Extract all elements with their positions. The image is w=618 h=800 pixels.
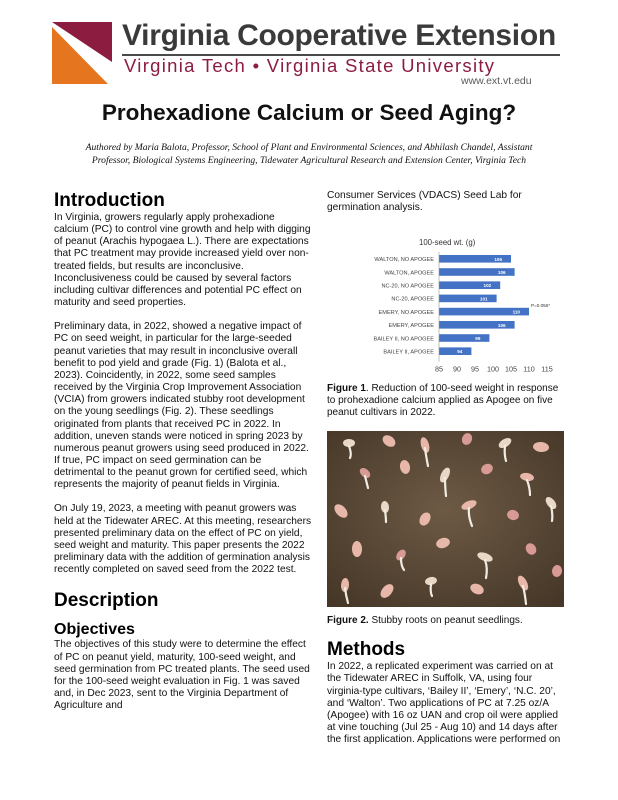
intro-paragraph-1: In Virginia, growers regularly apply prohexadione calcium (PC) to control vine growth and help with digging of peanut (Arachis hypogaea L.). There are expectations that PC treatment may provide increased yield over non-treated fields, but results are inconclusive. Inconclusiveness could be caused by several factors including cultivar differences and potential PC effect on maturity and seed properties. (54, 212, 311, 309)
chart-annotation: P=0.056* (531, 303, 551, 309)
category-label: WALTON, APOGEE (384, 270, 434, 277)
data-label: 106 (497, 270, 506, 276)
bar (439, 348, 471, 356)
data-label: 105 (494, 257, 502, 263)
bar (439, 335, 489, 343)
category-label: BAILEY II, APOGEE (383, 349, 434, 356)
category-label: BAILEY II, NO APOGEE (373, 336, 434, 343)
left-column (54, 190, 312, 712)
x-tick-label: 95 (471, 364, 479, 374)
author-line: Authored by Maria Balota, Professor, School of Plant and Environmental Sciences, and Abhilash Chandel, Assistant Professor, Biological Systems Engineering, Tidewater Agricultural Research and Extension Center, Virginia Tech (85, 142, 533, 166)
data-label: 106 (497, 323, 506, 329)
right-column (327, 190, 567, 746)
section-heading-introduction: Introduction (54, 190, 165, 211)
x-tick-label: 110 (523, 364, 535, 374)
data-label: 101 (479, 296, 488, 302)
figure-2-text: Stubby roots on peanut seedlings. (368, 615, 523, 627)
figure-1-caption (327, 383, 567, 419)
figure-1-label: Figure 1 (327, 383, 366, 395)
data-label: 102 (483, 283, 492, 289)
category-label: WALTON, NO APOGEE (374, 257, 434, 264)
bar (439, 295, 497, 303)
x-tick-label: 85 (435, 364, 443, 374)
methods-paragraph: In 2022, a replicated experiment was carried on at the Tidewater AREC in Suffolk, VA, using four virginia-type cultivars, ‘Bailey II’, ‘Emery’, ‘N.C. 20’, and ‘Walton’. Two applications of PC at 7.25 oz/A (Apogee) with 16 oz UAN and crop oil were applied at vine touching (Jul 25 - Aug 10) and 14 days after the first application. Applications were performed on (327, 661, 561, 746)
data-label: 110 (512, 309, 520, 315)
x-tick-label: 90 (453, 364, 461, 374)
figure-1-text: . Reduction of 100-seed weight in response to prohexadione calcium applied as Apogee on five peanut cultivars in 2022. (327, 383, 559, 419)
figure-2-caption (327, 615, 567, 627)
figure-2-label: Figure 2. (327, 615, 369, 627)
data-label: 99 (475, 336, 481, 342)
root-shape (505, 446, 506, 461)
data-label: 94 (457, 349, 463, 355)
site-url-link[interactable]: www.ext.vt.edu (461, 75, 532, 87)
intro-paragraph-3: On July 19, 2023, a meeting with peanut growers was held at the Tidewater AREC. At this meeting, researchers presented preliminary data on the effect of PC on yield, seed weight and maturity. This paper presents the 2022 preliminary data with the addition of germination analysis recently completed on saved seed from the 2022 test. (54, 503, 312, 576)
category-label: EMERY, APOGEE (388, 323, 434, 330)
seedling-photo (327, 431, 564, 607)
root-shape (445, 478, 446, 496)
root-shape (385, 510, 386, 522)
x-tick-label: 105 (505, 364, 517, 374)
category-label: EMERY, NO APOGEE (378, 310, 434, 317)
objectives-paragraph: The objectives of this study were to determine the effect of PC on peanut yield, maturity, 100-seed weight, and seed germination from PC treated plants. The seed used for the 100-seed weight evaluation in Fig. 1 was saved and, in Dec 2023, sent to the Virginia Department of Agriculture and (54, 639, 310, 712)
section-heading-description: Description (54, 590, 159, 612)
section-heading-methods: Methods (327, 639, 406, 661)
university-names: Virginia Tech • Virginia State University (124, 55, 496, 76)
x-tick-label: 115 (541, 364, 553, 374)
seed-weight-bar-chart (327, 225, 563, 375)
x-tick-label: 100 (487, 364, 499, 374)
document-title: Prohexadione Calcium or Seed Aging? (101, 100, 517, 125)
chart-title: 100-seed wt. (g) (419, 238, 476, 248)
continued-paragraph: Consumer Services (VDACS) Seed Lab for germination analysis. (327, 190, 522, 214)
vce-logo-icon (52, 22, 112, 84)
category-label: NC-20, NO APOGEE (381, 283, 434, 290)
org-name: Virginia Cooperative Extension (122, 19, 556, 52)
intro-paragraph-2: Preliminary data, in 2022, showed a negative impact of PC on seed weight, in particular for the large-seeded peanut varieties that may result in inconclusive overall benefit to pod yield and grade (Fig. 1) (Balota et al., 2023). Coincidently, in 2022, some seed samples received by the Virginia Crop Improvement Association (VCIA) from growers indicated stubby root development on the young seedlings (Fig. 2). These seedlings originated from plants that received PC in 2022. In addition, uneven stands were noticed in spring 2023 by numerous peanut growers using seed produced in 2022. If true, PC impact on seed germination can be detrimental to the peanut grown for certified seed, which represents the majority of peanut fields in Virginia. (54, 321, 309, 491)
root-shape (551, 506, 552, 521)
category-label: NC-20, APOGEE (391, 297, 434, 304)
subheading-objectives: Objectives (54, 621, 135, 639)
